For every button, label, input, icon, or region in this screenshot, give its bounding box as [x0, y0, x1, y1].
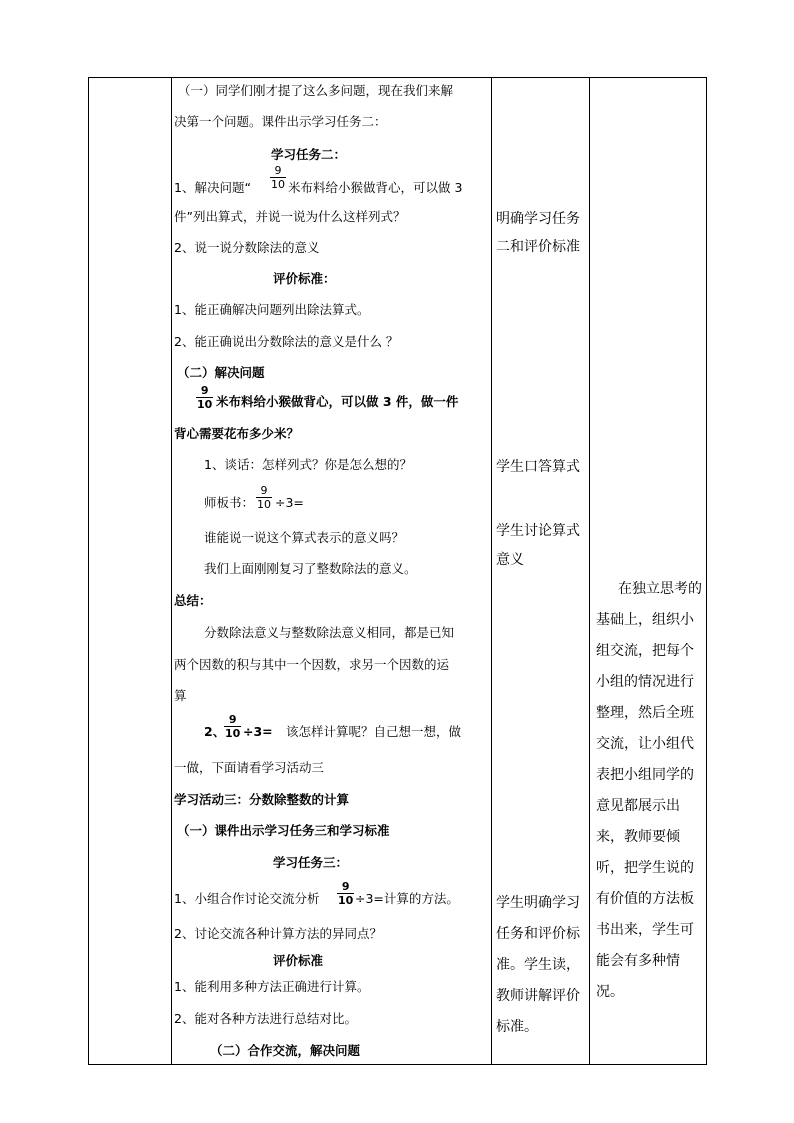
activity-heading: 学习活动三：分数除整数的计算 — [174, 792, 350, 807]
problem-text: 背心需要花布多少米？ — [174, 426, 300, 441]
summary-text: 两个因数的积与其中一个因数，求另一个因数的运 — [174, 657, 450, 672]
fraction — [256, 485, 272, 510]
fraction — [196, 385, 213, 410]
eval-item: 2、能对各种方法进行总结对比。 — [174, 1011, 357, 1026]
eval-item: 1、能利用多种方法正确进行计算。 — [174, 979, 370, 994]
step-text: 2、 — [204, 724, 226, 739]
eval-item: 2、能正确说出分数除法的意义是什么 ？ — [174, 334, 399, 349]
fraction-denominator: 10 — [225, 727, 241, 740]
heading-task2: 学习任务二： — [271, 147, 347, 162]
heading-eval: 评价标准： — [273, 271, 336, 286]
column-divider — [491, 78, 492, 1064]
note-paragraph: 在独立思考的基础上，组织小组交流，把每个小组的情况进行整理，然后全班交流，让小组代表把小组同学的意见都展示出来，教师要倾听，把学生说的有价值的方法板书出来，学生可能会有多种情况。 — [596, 581, 702, 1000]
question-text: 米布料给小猴做背心，可以做 3 — [288, 180, 463, 195]
fraction-denominator: 10 — [271, 178, 285, 191]
fraction-numerator: 9 — [341, 880, 350, 893]
note-text: 明确学习任务 — [496, 211, 580, 227]
note-text: 学生口答算式 — [496, 459, 580, 475]
question-text: 2、说一说分数除法的意义 — [174, 240, 320, 255]
section-heading: （二）解决问题 — [177, 365, 265, 380]
fraction — [270, 165, 286, 190]
board-text: ÷3= — [275, 495, 304, 510]
paragraph: 谁能说一说这个算式表示的意义吗？ — [204, 530, 405, 545]
fraction-denominator: 10 — [338, 894, 354, 907]
dialog-text: 1、谈话：怎样列式？你是怎么想的？ — [204, 457, 412, 472]
summary-text: 算 — [174, 688, 187, 703]
board-text: 师板书： — [204, 495, 255, 510]
fraction-denominator: 10 — [257, 498, 271, 511]
column-divider — [171, 78, 172, 1064]
note-paragraph: 学生明确学习任务和评价标准。学生读，教师讲解评价标准。 — [496, 895, 580, 1035]
heading-eval3: 评价标准 — [273, 953, 324, 968]
step-text: ÷3= — [243, 724, 273, 739]
column-divider — [589, 78, 590, 1064]
note-text: 意义 — [496, 552, 524, 568]
paragraph: 决第一个问题。课件出示学习任务二： — [174, 114, 387, 129]
fraction — [337, 881, 354, 906]
step-text: 一做，下面请看学习活动三 — [174, 760, 325, 775]
question-text: 件”列出算式，并说一说为什么这样列式？ — [174, 209, 406, 224]
fraction-numerator: 9 — [228, 713, 237, 726]
fraction-numerator: 9 — [200, 384, 209, 397]
section-heading: （二）合作交流，解决问题 — [210, 1043, 361, 1058]
summary-text: 分数除法意义与整数除法意义相同，都是已知 — [204, 625, 455, 640]
section-heading: （一）课件出示学习任务三和学习标准 — [177, 823, 390, 838]
fraction — [224, 714, 241, 739]
paragraph: （一）同学们刚才提了这么多问题，现在我们来解 — [178, 83, 454, 98]
fraction-numerator: 9 — [274, 164, 282, 177]
summary-heading: 总结： — [174, 593, 212, 608]
task-item: 1、小组合作讨论交流分析 — [174, 891, 320, 906]
problem-text: 米布料给小猴做背心，可以做 3 件，做一件 — [216, 394, 459, 409]
eval-item: 1、能正确解决问题列出除法算式。 — [174, 302, 370, 317]
heading-task3: 学习任务三： — [273, 855, 349, 870]
step-text: 该怎样计算呢？自己想一想，做 — [286, 724, 462, 739]
paragraph: 我们上面刚刚复习了整数除法的意义。 — [204, 561, 417, 576]
fraction-denominator: 10 — [197, 398, 213, 411]
note-text: 二和评价标准 — [496, 239, 580, 255]
task-item: 2、讨论交流各种计算方法的异同点？ — [174, 926, 382, 941]
task-item: ÷3=计算的方法。 — [355, 891, 459, 906]
question-text: 1、解决问题“ — [174, 180, 251, 195]
fraction-numerator: 9 — [260, 484, 268, 497]
note-text: 学生讨论算式 — [496, 523, 580, 539]
